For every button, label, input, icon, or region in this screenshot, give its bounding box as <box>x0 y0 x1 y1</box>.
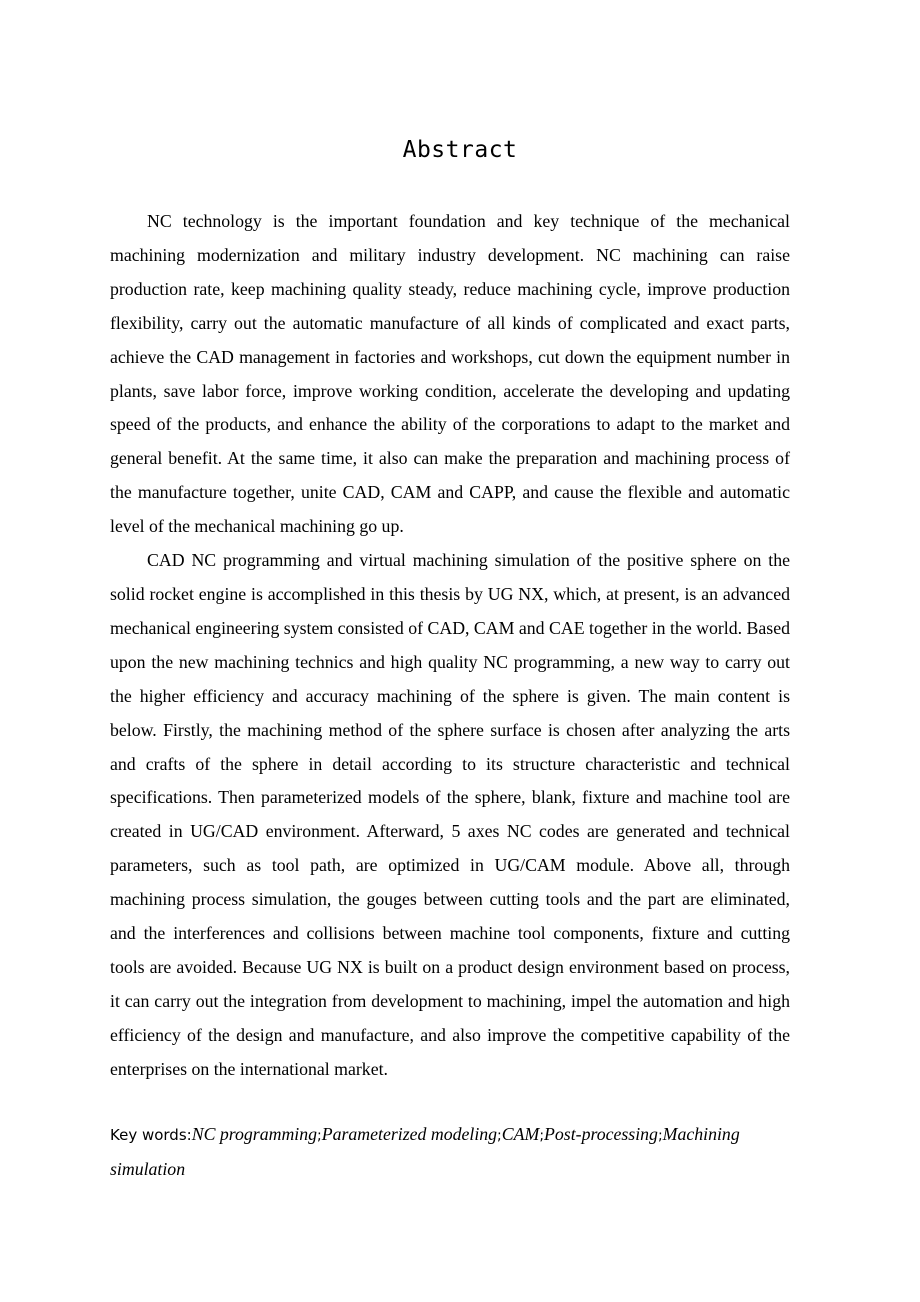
keyword-item: Post-processing <box>544 1124 658 1144</box>
keyword-separator: ; <box>317 1128 322 1144</box>
keyword-separator: ; <box>497 1128 502 1144</box>
page-title: Abstract <box>402 137 518 163</box>
keywords-line <box>110 1118 800 1186</box>
keyword-item: Machining simulation <box>110 1124 740 1179</box>
keyword-item: CAM <box>501 1124 540 1144</box>
keyword-item: Parameterized modeling <box>321 1124 498 1144</box>
abstract-body <box>110 205 790 1087</box>
keyword-separator: ; <box>657 1128 663 1144</box>
keyword-separator: ; <box>539 1128 545 1144</box>
keywords-label: Key words: <box>110 1126 192 1144</box>
keyword-item: NC programming <box>191 1124 318 1144</box>
abstract-paragraph-2: CAD NC programming and virtual machining simulation of the positive sphere on the solid rocket engine is accomplished in this thesis by UG NX, which, at present, is an advanced mechanical engineering system consisted of CAD, CAM and CAE together in the world. Based upon the new machining technics and high quality NC programming, a new way to carry out the higher efficiency and accuracy machining of the sphere is given. The main content is below. Firstly, the machining method of the sphere surface is chosen after analyzing the arts and crafts of the sphere in detail according to its structure characteristic and technical specifications. Then parameterized models of the sphere, blank, fixture and machine tool are created in UG/CAD environment. Afterward, 5 axes NC codes are generated and technical parameters, such as tool path, are optimized in UG/CAM module. Above all, through machining process simulation, the gouges between cutting tools and the part are eliminated, and the interferences and collisions between machine tool components, fixture and cutting tools are avoided. Because UG NX is built on a product design environment based on process, it can carry out the integration from development to machining, impel the automation and high efficiency of the design and manufacture, and also improve the competitive capability of the enterprises on the international market. <box>110 550 790 1079</box>
abstract-paragraph-1: NC technology is the important foundation and key technique of the mechanical machining modernization and military industry development. NC machining can raise production rate, keep machining quality steady, reduce machining cycle, improve production flexibility, carry out the automatic manufacture of all kinds of complicated and exact parts, achieve the CAD management in factories and workshops, cut down the equipment number in plants, save labor force, improve working condition, accelerate the developing and updating speed of the products, and enhance the ability of the corporations to adapt to the market and general benefit. At the same time, it also can make the preparation and machining process of the manufacture together, unite CAD, CAM and CAPP, and cause the flexible and automatic level of the mechanical machining go up. <box>110 211 790 537</box>
